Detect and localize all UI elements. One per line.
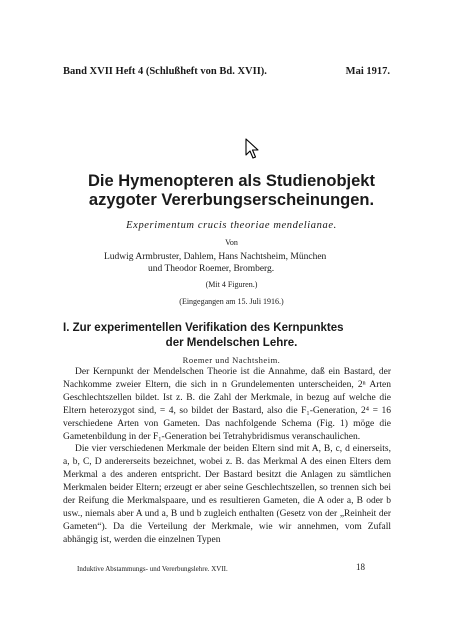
mouse-pointer-icon (244, 138, 262, 160)
paragraph-1: Der Kernpunkt der Mendelschen Theorie ist die Annahme, daß ein Bastard, der Nachkomme zweier Eltern, die sich in n Grundelementen unterscheiden, 2ⁿ Arten Geschlechtszellen bildet. Ist z. B. die Zahl der Merkmale, in bezug auf welche die Eltern heterozygot sind, = 4, so bildet der Bastard, also die F₁-Generation, 2⁴ = 16 verschiedene Arten von Gameten. Das nachfolgende Schema (Fig. 1) möge die Gametenbildung in der F₁-Generation bei Tetrahybridismus veranschaulichen. (63, 367, 391, 442)
authors-line-2: und Theodor Roemer, Bromberg. (148, 264, 275, 274)
section-authors: Roemer und Nachtsheim. (182, 355, 281, 365)
figures-note: (Mit 4 Figuren.) (205, 280, 258, 289)
paragraph-2: Die vier verschiedenen Merkmale der beiden Eltern sind mit A, B, c, d einerseits, a, b, C, D andererseits bezeichnet, wobei z. B. das Merkmal A des einen Elters dem Merkmal a des anderen entspricht. Der Bastard besitzt die Anlagen zu sämtlichen Merkmalen beider Eltern; erzeugt er aber seine Geschlechtszellen, so trennen sich bei der Reifung die Merkmalspaare, und es resultieren Gameten, die A oder a, B oder b usw., niemals aber A und a, B und b zugleich enthalten (Gesetz von der „Reinheit der Gameten“). Da die Verteilung der Merkmale, wie wir annehmen, vom Zufall abhängig ist, werden die einzelnen Typen (63, 444, 391, 545)
authors-line-1: Ludwig Armbruster, Dahlem, Hans Nachtsheim, München (104, 252, 327, 262)
title-line-1: Die Hymenopteren als Studienobjekt (88, 172, 375, 190)
section-heading-line-1: I. Zur experimentellen Verifikation des Kernpunktes (63, 322, 344, 334)
journal-volume: Band XVII Heft 4 (Schlußheft von Bd. XVII). (63, 66, 267, 77)
body-text (63, 366, 391, 547)
section-heading-line-2: der Mendelschen Lehre. (165, 337, 298, 349)
footer-journal: Induktive Abstammungs- und Vererbungslehre. XVII. (77, 565, 228, 573)
subtitle: Experimentum crucis theoriae mendelianae. (126, 220, 337, 231)
footer-page-number: 18 (356, 562, 365, 572)
von-label: Von (225, 238, 238, 247)
received-date: (Eingegangen am 15. Juli 1916.) (179, 297, 284, 306)
title-line-2: azygoter Vererbungserscheinungen. (88, 191, 375, 209)
journal-date: Mai 1917. (345, 66, 390, 77)
